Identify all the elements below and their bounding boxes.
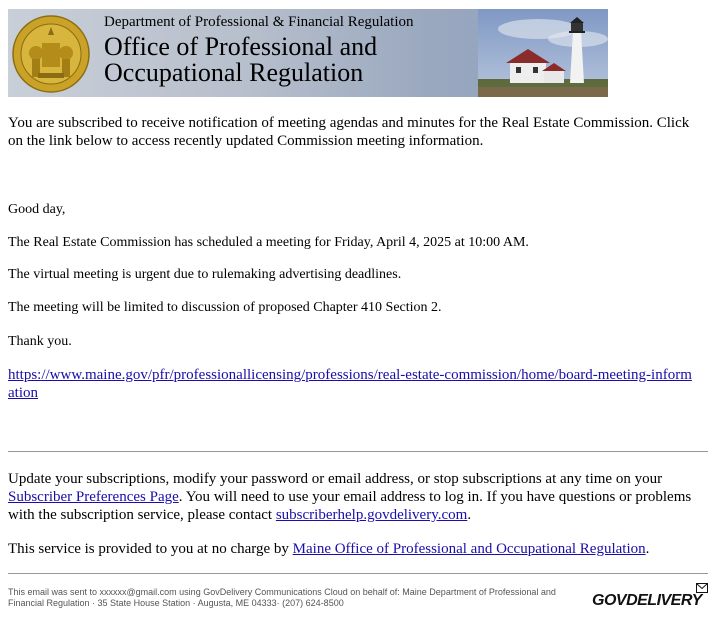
service-text-after: .: [645, 541, 650, 557]
service-text-before: This service is provided to you at no charge by: [8, 541, 293, 557]
meeting-scope-text: The meeting will be limited to discussion of proposed Chapter 410 Section 2.: [8, 300, 442, 315]
meeting-urgency-text: The virtual meeting is urgent due to rulemaking advertising deadlines.: [8, 267, 402, 282]
office-title: [104, 34, 444, 86]
service-provider-paragraph: [8, 540, 703, 558]
subscriber-help-link[interactable]: subscriberhelp.govdelivery.com: [275, 507, 468, 523]
divider: [8, 451, 708, 452]
govdelivery-logo[interactable]: [592, 583, 708, 613]
office-title-line1: Office of Professional and: [104, 32, 378, 61]
subscription-preferences-paragraph: [8, 470, 703, 524]
footer-small-print: This email was sent to xxxxxx@gmail.com using GovDelivery Communications Cloud on behalf of: Maine Department of Professional and Financial Regulation · 35 State House Station · Augusta, ME 04333· (207) 624-8500: [8, 587, 556, 608]
help-text-after: .: [467, 507, 472, 523]
govdelivery-brand-text: GOVDELIVERY: [592, 592, 702, 609]
department-name: Department of Professional & Financial Regulation: [104, 14, 414, 30]
subscription-intro: You are subscribed to receive notification of meeting agendas and minutes for the Real Estate Commission. Click on the link below to access recently updated Commission meeting information.: [8, 115, 690, 149]
greeting: Good day,: [8, 202, 66, 217]
subscriber-preferences-link[interactable]: Subscriber Preferences Page: [8, 489, 179, 505]
envelope-icon: [696, 583, 708, 593]
lighthouse-photo: [478, 9, 608, 97]
prefs-text-after: . You will need to use your email address to log in. If you have questions or problems with the subscription service, please contact: [8, 489, 692, 523]
closing-text: Thank you.: [8, 334, 72, 349]
footer-divider: [8, 573, 708, 574]
maine-oplr-link[interactable]: Maine Office of Professional and Occupational Regulation: [292, 541, 646, 557]
meeting-schedule-text: The Real Estate Commission has scheduled a meeting for Friday, April 4, 2025 at 10:00 AM.: [8, 235, 529, 250]
office-title-line2: Occupational Regulation: [104, 58, 364, 87]
maine-state-seal-icon: [12, 15, 90, 93]
board-meeting-information-link[interactable]: https://www.maine.gov/pfr/professionallicensing/professions/real-estate-commission/home/board-meeting-information: [8, 367, 692, 401]
prefs-text-before: Update your subscriptions, modify your password or email address, or stop subscriptions at any time on your: [8, 471, 663, 487]
header-banner: [8, 9, 608, 97]
